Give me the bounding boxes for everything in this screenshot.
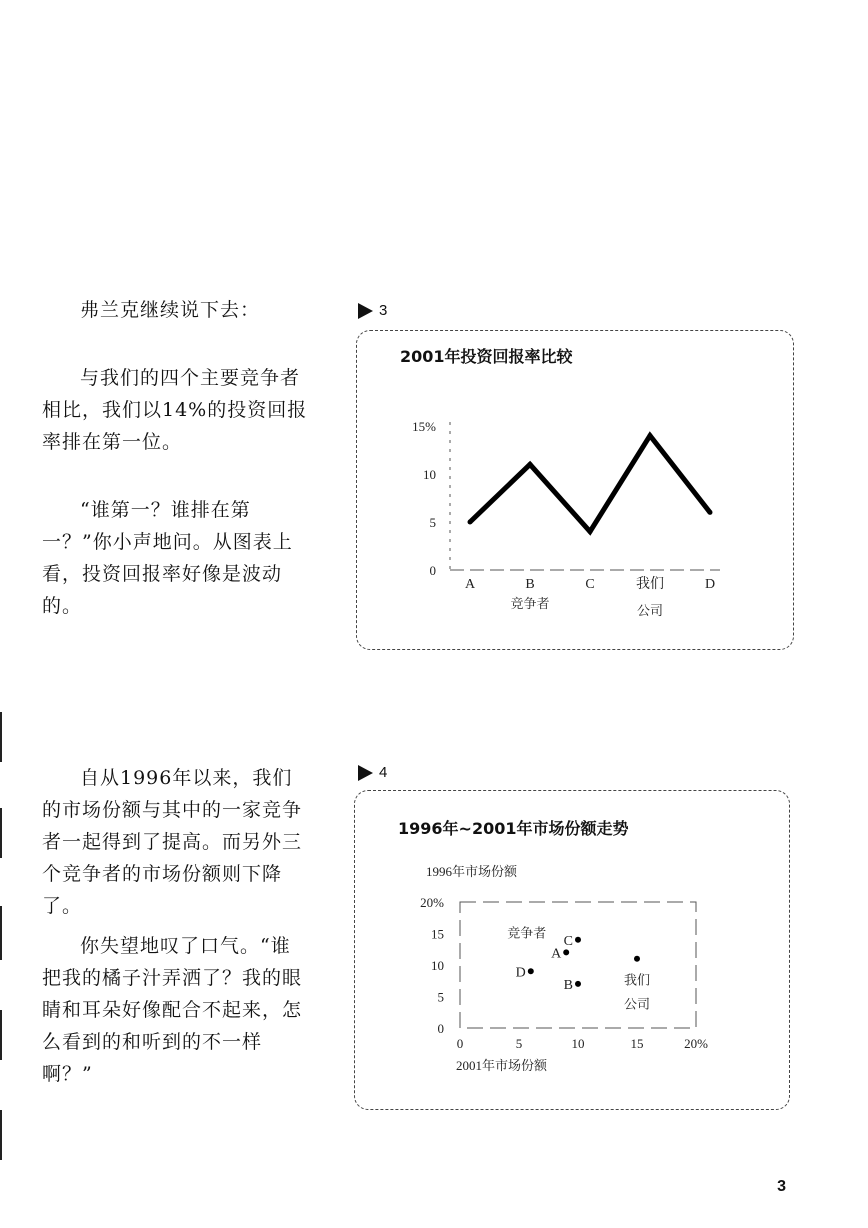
scatter-point-1 [563, 949, 569, 955]
figure-3-marker [358, 302, 387, 319]
x-axis-title: 2001年市场份额 [456, 1058, 548, 1073]
x-tick-label: 5 [515, 1036, 523, 1051]
x-tick-label: 20% [684, 1036, 708, 1051]
scatter-point-label: B [563, 977, 573, 993]
x-tick-label: 我们 [636, 577, 664, 592]
y-tick-label: 5 [437, 989, 444, 1005]
paragraph-orange-juice: 你失望地叹了口气。“谁把我的橘子汁弄洒了？我的眼睛和耳朵好像配合不起来，怎么看到的和听到的不一样啊？” [42, 935, 303, 1085]
scatter-point-4 [528, 968, 534, 974]
intro-line: 弗兰克继续说下去： [80, 299, 261, 321]
chart-1-title: 2001年投资回报率比较 [400, 347, 573, 366]
x-tick-label: A [464, 577, 476, 592]
paragraph-roi: 与我们的四个主要竞争者相比，我们以14%的投资回报率排在第一位。 [42, 367, 308, 453]
scatter-point-2 [575, 981, 581, 987]
data-point-B [528, 462, 533, 467]
margin-mark [0, 1110, 2, 1160]
y-tick-label: 20% [420, 895, 444, 910]
triangle-icon [358, 303, 373, 319]
competitors-group-label: 竞争者 [507, 925, 547, 941]
figure-4-number: 4 [379, 764, 388, 781]
competitors-group-label: 竞争者 [510, 596, 550, 611]
plot-frame [460, 902, 696, 1028]
roi-line-chart [356, 330, 792, 648]
y-tick-label: 0 [437, 1021, 444, 1036]
scatter-point-3 [575, 937, 581, 943]
x-tick-label: 15 [630, 1036, 644, 1051]
paragraph-who-first: “谁第一？谁排在第一？”你小声地问。从图表上看，投资回报率好像是波动的。 [42, 499, 293, 617]
data-point-A [468, 520, 473, 525]
x-tick-label: 0 [456, 1036, 464, 1051]
margin-mark [0, 808, 2, 858]
scatter-point-label: C [563, 933, 573, 949]
data-point-D [708, 510, 713, 515]
x-tick-sublabel: 公司 [636, 603, 664, 618]
figure-3-number: 3 [379, 302, 388, 319]
triangle-icon [358, 765, 373, 781]
y-tick-label: 0 [429, 563, 436, 578]
y-tick-label: 15% [412, 419, 436, 434]
chart-2-title: 1996年~2001年市场份额走势 [398, 819, 629, 838]
margin-mark [0, 712, 2, 762]
scatter-point-label: D [515, 965, 526, 981]
data-point-C [588, 529, 593, 534]
scatter-point-5 [634, 956, 640, 962]
x-tick-label: C [585, 577, 595, 592]
y-tick-label: 15 [431, 926, 444, 942]
paragraph-market-share: 自从1996年以来，我们的市场份额与其中的一家竞争者一起得到了提高。而另外三个竞争者的市场份额则下降了。 [42, 767, 303, 917]
x-tick-label: 10 [571, 1036, 585, 1051]
scatter-point-label: A [551, 946, 562, 962]
roi-series-line [470, 436, 710, 532]
margin-mark [0, 1010, 2, 1060]
x-tick-label: B [525, 577, 535, 592]
our-company-label-line1: 我们 [623, 972, 651, 988]
our-company-label-line2: 公司 [623, 996, 651, 1012]
figure-4-marker [358, 764, 387, 781]
data-point-我们公司 [648, 433, 653, 438]
market-share-scatter [354, 790, 788, 1108]
y-axis-title: 1996年市场份额 [426, 864, 518, 879]
y-tick-label: 5 [429, 515, 436, 530]
y-tick-label: 10 [423, 467, 436, 482]
x-tick-label: D [704, 577, 716, 592]
y-tick-label: 10 [431, 958, 444, 973]
margin-mark [0, 906, 2, 960]
page-number: 3 [777, 1178, 786, 1195]
